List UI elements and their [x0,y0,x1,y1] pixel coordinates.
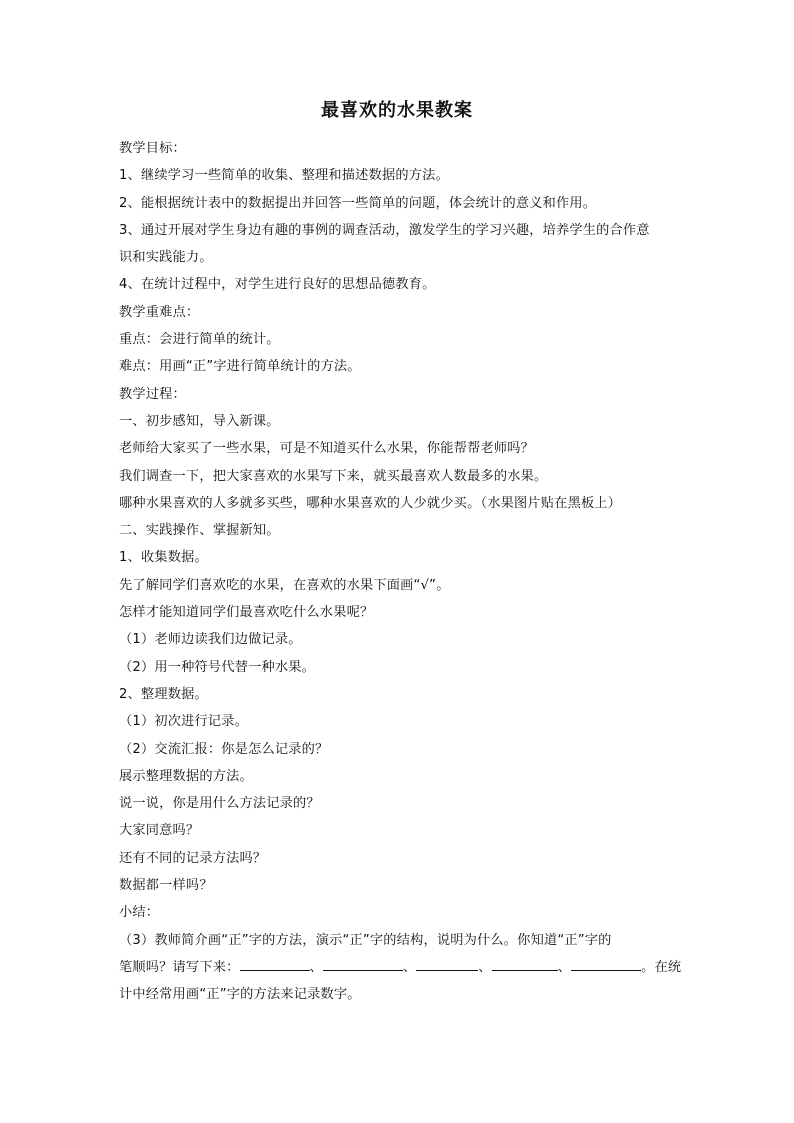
paragraph-line: 还有不同的记录方法吗？ [119,850,267,866]
answer-blank-3 [416,956,478,971]
paragraph-line: 大家同意吗？ [119,823,200,839]
document-title: 最喜欢的水果教案 [321,100,473,121]
paragraph-line: 老师给大家买了一些水果，可是不知道买什么水果，你能帮帮老师吗？ [119,441,535,457]
paragraph-line: 1、收集数据。 [119,550,208,566]
blank-separator: 、 [478,959,492,975]
paragraph-line: 说一说，你是用什么方法记录的？ [119,796,320,812]
paragraph-line: 数据都一样吗？ [119,878,213,894]
paragraph-line: 1、继续学习一些简单的收集、整理和描述数据的方法。 [119,168,449,184]
paragraph-line: 一、初步感知，导入新课。 [119,413,280,429]
document-body [119,135,682,1009]
paragraph-line: （1）老师边读我们边做记录。 [119,632,302,648]
paragraph-line: （2）用一种符号代替一种水果。 [119,659,316,675]
paragraph-line: 3、通过开展对学生身边有趣的事例的调查活动，激发学生的学习兴趣，培养学生的合作意 [119,222,650,238]
fill-in-end: 。在统 [641,959,682,975]
paragraph-line: （1）初次进行记录。 [119,714,249,730]
paragraph-line: 识和实践能力。 [119,250,213,266]
paragraph-line: 2、能根据统计表中的数据提出并回答一些简单的问题，体会统计的意义和作用。 [119,195,597,211]
paragraph-line: 先了解同学们喜欢吃的水果，在喜欢的水果下面画“√”。 [119,577,450,593]
fill-in-prefix: 笔顺吗？请写下来： [119,959,240,975]
paragraph-line: 展示整理数据的方法。 [119,768,253,784]
paragraph-line: 我们调查一下，把大家喜欢的水果写下来，就买最喜欢人数最多的水果。 [119,468,548,484]
paragraph-line: 教学过程： [119,386,186,402]
answer-blank-5 [571,956,641,971]
paragraph-line: 2、整理数据。 [119,686,208,702]
answer-blank-4 [492,956,558,971]
paragraph-line: 二、实践操作、掌握新知。 [119,523,280,539]
answer-blank-2 [323,956,403,971]
paragraph-line: 难点：用画“正”字进行简单统计的方法。 [119,359,361,375]
blank-separator: 、 [557,959,572,975]
blank-separator: 、 [309,959,323,975]
paragraph-line: 哪种水果喜欢的人多就多买些，哪种水果喜欢的人少就少买。（水果图片贴在黑板上） [119,495,622,511]
paragraph-line: （3）教师简介画“正”字的方法，演示“正”字的结构，说明为什么。你知道“正”字的 [119,932,612,948]
paragraph-line: 教学目标： [119,141,186,156]
paragraph-line: 4、在统计过程中，对学生进行良好的思想品德教育。 [119,277,436,293]
paragraph-line: 计中经常用画“正”字的方法来记录数字。 [119,987,361,1003]
paragraph-line: 怎样才能知道同学们最喜欢吃什么水果呢？ [119,605,374,621]
answer-blank-1 [240,956,310,971]
paragraph-line: 小结： [119,905,160,921]
fill-in-line [119,954,682,981]
paragraph-line: （2）交流汇报：你是怎么记录的？ [119,741,329,757]
paragraph-line: 教学重难点： [119,304,200,320]
paragraph-line: 重点：会进行简单的统计。 [119,332,280,348]
blank-separator: 、 [402,959,417,975]
